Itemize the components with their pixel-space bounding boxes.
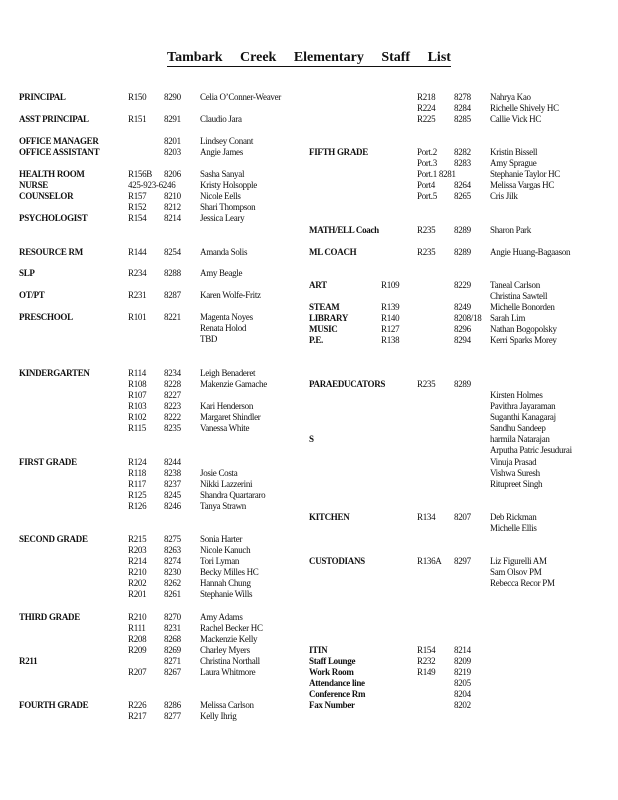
right_column-extension: 8249 xyxy=(454,302,471,312)
left_column-room-number: R156B xyxy=(128,169,153,179)
right_column-extension: 8208/18 xyxy=(454,313,482,323)
left_column-room-number: R150 xyxy=(128,92,147,102)
right_column-extension: 8289 xyxy=(454,247,471,257)
right_column-room-number: R235 xyxy=(417,379,436,389)
left_column-staff-name: Amanda Solis xyxy=(200,247,248,257)
right_column-role-label: P.E. xyxy=(309,335,323,345)
left_column-staff-name: Makenzie Gamache xyxy=(200,379,267,389)
right_column-staff-name: Arputha Patric Jesudurai xyxy=(490,445,572,455)
left_column-room-number: R118 xyxy=(128,468,146,478)
left_column-staff-name: Becky Milles HC xyxy=(200,567,259,577)
left_column-staff-name: Celia O’Conner-Weaver xyxy=(200,92,282,102)
left_column-extension: 8223 xyxy=(164,401,181,411)
left_column-staff-name: Nikki Lazzerini xyxy=(200,479,253,489)
right_column-staff-name: Rebecca Recor PM xyxy=(490,578,555,588)
left_column-staff-name: Amy Beagle xyxy=(200,268,243,278)
right_column-extension: 8282 xyxy=(454,147,471,157)
left_column-role-label: COUNSELOR xyxy=(19,191,74,201)
left_column-extension: 8231 xyxy=(164,623,181,633)
right_column-extension: 8207 xyxy=(454,512,471,522)
left_column-extension: 8214 xyxy=(164,213,181,223)
left_column-staff-name: Lindsey Conant xyxy=(200,136,254,146)
right_column-staff-name: harmila Natarajan xyxy=(490,434,550,444)
left_column-extension: 8275 xyxy=(164,534,181,544)
left_column-role-label: SLP xyxy=(19,268,35,278)
left_column-room-number: R117 xyxy=(128,479,146,489)
right_column-staff-name: Nahrya Kao xyxy=(490,92,531,102)
right_column-room-number: R218 xyxy=(417,92,436,102)
left_column-extension: 8244 xyxy=(164,457,181,467)
left_column-room-number: R111 xyxy=(128,623,146,633)
right_column-role-label: Attendance line xyxy=(309,678,365,688)
left_column-staff-name: Amy Adams xyxy=(200,612,243,622)
left_column-extension: 8288 xyxy=(164,268,181,278)
right_column-role-label: ITIN xyxy=(309,645,328,655)
right_column-extension: 8204 xyxy=(454,689,471,699)
right_column-staff-name: Stephanie Taylor HC xyxy=(490,169,560,179)
right_column-role-label: FIFTH GRADE xyxy=(309,147,368,157)
right_column-room-number: R140 xyxy=(381,313,400,323)
left_column-extension: 8227 xyxy=(164,390,181,400)
left_column-extension: 8238 xyxy=(164,468,181,478)
right_column-extension: 8289 xyxy=(454,225,471,235)
left_column-room-number: R154 xyxy=(128,213,147,223)
left_column-room-number: R114 xyxy=(128,368,146,378)
left_column-room-number: R210 xyxy=(128,567,147,577)
right_column-role-label: Fax Number xyxy=(309,700,355,710)
left_column-role-label: OFFICE ASSISTANT xyxy=(19,147,100,157)
left_column-staff-name: Tori Lyman xyxy=(200,556,240,566)
left_column-extension: 8237 xyxy=(164,479,181,489)
right_column-room-number: R235 xyxy=(417,247,436,257)
left_column-staff-name: Karen Wolfe-Fritz xyxy=(200,290,261,300)
left_column-room-number: R209 xyxy=(128,645,147,655)
right_column-staff-name: Kerri Sparks Morey xyxy=(490,335,557,345)
right_column-staff-name: Kirsten Holmes xyxy=(490,390,543,400)
right_column-role-label: MUSIC xyxy=(309,324,338,334)
left_column-room-number: R214 xyxy=(128,556,147,566)
left_column-room-number: R108 xyxy=(128,379,147,389)
left_column-room-number: R208 xyxy=(128,634,147,644)
left_column-staff-name: Jessica Leary xyxy=(200,213,245,223)
left_column-role-label: FOURTH GRADE xyxy=(19,700,89,710)
right_column-extension: 8283 xyxy=(454,158,471,168)
left_column-role-label: PRINCIPAL xyxy=(19,92,66,102)
left_column-extension: 8287 xyxy=(164,290,181,300)
left_column-extension: 8230 xyxy=(164,567,181,577)
left_column-extension: 8203 xyxy=(164,147,181,157)
left_column-room-number: R234 xyxy=(128,268,147,278)
left_column-extension: 8262 xyxy=(164,578,181,588)
right_column-room-number: R225 xyxy=(417,114,436,124)
left_column-extension: 8210 xyxy=(164,191,181,201)
right_column-room-number: Port.1 8281 xyxy=(417,169,456,179)
right_column-staff-name: Suganthi Kanagaraj xyxy=(490,412,556,422)
left_column-staff-name: Kristy Holsopple xyxy=(200,180,257,190)
right_column-staff-name: Kristin Bissell xyxy=(490,147,538,157)
right_column-room-number: R127 xyxy=(381,324,400,334)
left_column-room-number: R231 xyxy=(128,290,147,300)
left_column-staff-name: Stephanie Wills xyxy=(200,589,253,599)
left_column-room-number: R125 xyxy=(128,490,147,500)
right_column-staff-name: Sharon Park xyxy=(490,225,531,235)
right_column-extension: 8278 xyxy=(454,92,471,102)
left_column-room-number: R107 xyxy=(128,390,147,400)
left_column-staff-name: Renata Holod xyxy=(200,323,247,333)
right_column-room-number: R134 xyxy=(417,512,436,522)
right_column-role-label: KITCHEN xyxy=(309,512,350,522)
left_column-room-number: R201 xyxy=(128,589,147,599)
right_column-room-number: R136A xyxy=(417,556,442,566)
left_column-extension: 8234 xyxy=(164,368,181,378)
left_column-extension: 8254 xyxy=(164,247,181,257)
left_column-staff-name: TBD xyxy=(200,334,218,344)
right_column-role-label: S xyxy=(309,434,314,444)
left_column-role-label: HEALTH ROOM xyxy=(19,169,85,179)
left_column-extension: 8245 xyxy=(164,490,181,500)
left_column-staff-name: Laura Whitmore xyxy=(200,667,256,677)
left_column-extension: 8228 xyxy=(164,379,181,389)
right_column-room-number: Port.3 xyxy=(417,158,437,168)
right_column-role-label: Work Room xyxy=(309,667,354,677)
right_column-staff-name: Sam Olsov PM xyxy=(490,567,542,577)
left_column-role-label: PRESCHOOL xyxy=(19,312,73,322)
right_column-staff-name: Deb Rickman xyxy=(490,512,537,522)
right_column-staff-name: Pavithra Jayaraman xyxy=(490,401,556,411)
left_column-extension: 8221 xyxy=(164,312,181,322)
left_column-staff-name: Mackenzie Kelly xyxy=(200,634,258,644)
left_column-room-number: R210 xyxy=(128,612,147,622)
left_column-role-label: RESOURCE RM xyxy=(19,247,83,257)
right_column-staff-name: Taneal Carlson xyxy=(490,280,540,290)
right_column-staff-name: Cris Jilk xyxy=(490,191,518,201)
right_column-role-label: STEAM xyxy=(309,302,340,312)
right_column-extension: 8294 xyxy=(454,335,471,345)
left_column-room-number: 425-923-6246 xyxy=(128,180,176,190)
left_column-room-number: R152 xyxy=(128,202,147,212)
left_column-role-label: PSYCHOLOGIST xyxy=(19,213,88,223)
right_column-staff-name: Sandhu Sandeep xyxy=(490,423,546,433)
left_column-staff-name: Leigh Benaderet xyxy=(200,368,256,378)
left_column-staff-name: Tanya Strawn xyxy=(200,501,247,511)
right_column-role-label: Staff Lounge xyxy=(309,656,356,666)
right_column-room-number: R138 xyxy=(381,335,400,345)
left_column-room-number: R103 xyxy=(128,401,147,411)
left_column-room-number: R215 xyxy=(128,534,147,544)
left_column-staff-name: Christina Northall xyxy=(200,656,260,666)
right_column-staff-name: Christina Sawtell xyxy=(490,291,548,301)
right_column-role-label: Conference Rm xyxy=(309,689,366,699)
right_column-extension: 8209 xyxy=(454,656,471,666)
left_column-staff-name: Rachel Becker HC xyxy=(200,623,263,633)
right_column-staff-name: Amy Sprague xyxy=(490,158,537,168)
right_column-room-number: R109 xyxy=(381,280,400,290)
right_column-staff-name: Melissa Vargas HC xyxy=(490,180,555,190)
right_column-extension: 8202 xyxy=(454,700,471,710)
left_column-staff-name: Hannah Chung xyxy=(200,578,251,588)
right_column-staff-name: Ritupreet Singh xyxy=(490,479,543,489)
left_column-extension: 8274 xyxy=(164,556,181,566)
left_column-extension: 8263 xyxy=(164,545,181,555)
left_column-room-number: R157 xyxy=(128,191,147,201)
right_column-extension: 8297 xyxy=(454,556,471,566)
left_column-extension: 8201 xyxy=(164,136,181,146)
right_column-role-label: LIBRARY xyxy=(309,313,349,323)
left_column-staff-name: Magenta Noyes xyxy=(200,312,253,322)
left_column-room-number: R202 xyxy=(128,578,147,588)
right_column-role-label: CUSTODIANS xyxy=(309,556,365,566)
left_column-room-number: R126 xyxy=(128,501,147,511)
left_column-extension: 8267 xyxy=(164,667,181,677)
right_column-staff-name: Michelle Bonorden xyxy=(490,302,555,312)
left_column-extension: 8269 xyxy=(164,645,181,655)
left_column-extension: 8268 xyxy=(164,634,181,644)
right_column-staff-name: Liz Figurelli AM xyxy=(490,556,547,566)
right_column-room-number: R224 xyxy=(417,103,436,113)
right_column-room-number: R232 xyxy=(417,656,436,666)
right_column-staff-name: Vinuja Prasad xyxy=(490,457,537,467)
left_column-staff-name: Angie James xyxy=(200,147,243,157)
left_column-staff-name: Kari Henderson xyxy=(200,401,254,411)
left_column-room-number: R102 xyxy=(128,412,147,422)
right_column-staff-name: Nathan Bogopolsky xyxy=(490,324,557,334)
left_column-extension: 8270 xyxy=(164,612,181,622)
left_column-staff-name: Kelly Ihrig xyxy=(200,711,237,721)
right_column-staff-name: Vishwa Suresh xyxy=(490,468,540,478)
left_column-staff-name: Claudio Jara xyxy=(200,114,242,124)
left_column-role-label: OFFICE MANAGER xyxy=(19,136,99,146)
right_column-extension: 8205 xyxy=(454,678,471,688)
right_column-room-number: Port4 xyxy=(417,180,436,190)
left_column-extension: 8271 xyxy=(164,656,181,666)
left_column-room-number: R144 xyxy=(128,247,147,257)
left_column-extension: 8222 xyxy=(164,412,181,422)
left_column-extension: 8290 xyxy=(164,92,181,102)
right_column-extension: 8285 xyxy=(454,114,471,124)
right_column-role-label: MATH/ELL Coach xyxy=(309,225,379,235)
left_column-staff-name: Vanessa White xyxy=(200,423,250,433)
left_column-extension: 8291 xyxy=(164,114,181,124)
right_column-extension: 8284 xyxy=(454,103,471,113)
left_column-extension: 8286 xyxy=(164,700,181,710)
document-title: Tambark Creek Elementary Staff List xyxy=(167,50,451,65)
left_column-room-number: R226 xyxy=(128,700,147,710)
left_column-room-number: R151 xyxy=(128,114,147,124)
left_column-room-number: R124 xyxy=(128,457,147,467)
left_column-extension: 8206 xyxy=(164,169,181,179)
left_column-room-number: R217 xyxy=(128,711,147,721)
left_column-staff-name: Sasha Sanyal xyxy=(200,169,245,179)
left_column-extension: 8235 xyxy=(164,423,181,433)
right_column-staff-name: Angie Huang-Bagaason xyxy=(490,247,571,257)
right_column-extension: 8219 xyxy=(454,667,471,677)
right_column-role-label: PARAEDUCATORS xyxy=(309,379,386,389)
left_column-staff-name: Josie Costa xyxy=(200,468,238,478)
right_column-role-label: ART xyxy=(309,280,327,290)
left_column-room-number: R207 xyxy=(128,667,147,677)
left_column-room-number: R203 xyxy=(128,545,147,555)
right_column-room-number: R154 xyxy=(417,645,436,655)
left_column-staff-name: Margaret Shindler xyxy=(200,412,261,422)
right_column-extension: 8214 xyxy=(454,645,471,655)
right_column-staff-name: Sarah Lim xyxy=(490,313,526,323)
left_column-role-label: THIRD GRADE xyxy=(19,612,80,622)
right_column-role-label: ML COACH xyxy=(309,247,357,257)
left_column-role-label: R211 xyxy=(19,656,38,666)
left_column-staff-name: Melissa Carlson xyxy=(200,700,254,710)
left_column-room-number: R115 xyxy=(128,423,146,433)
left_column-role-label: NURSE xyxy=(19,180,49,190)
left_column-role-label: SECOND GRADE xyxy=(19,534,88,544)
left_column-role-label: ASST PRINCIPAL xyxy=(19,114,89,124)
right_column-room-number: R149 xyxy=(417,667,436,677)
right_column-room-number: Port.5 xyxy=(417,191,437,201)
left_column-extension: 8212 xyxy=(164,202,181,212)
left_column-staff-name: Shari Thompson xyxy=(200,202,256,212)
right_column-staff-name: Richelle Shively HC xyxy=(490,103,559,113)
left_column-room-number: R101 xyxy=(128,312,147,322)
left_column-extension: 8246 xyxy=(164,501,181,511)
right_column-room-number: R235 xyxy=(417,225,436,235)
right_column-room-number: Port.2 xyxy=(417,147,437,157)
right_column-staff-name: Callie Vick HC xyxy=(490,114,542,124)
right_column-extension: 8229 xyxy=(454,280,471,290)
left_column-staff-name: Nicole Eells xyxy=(200,191,241,201)
left_column-staff-name: Sonia Harter xyxy=(200,534,243,544)
left_column-staff-name: Nicole Kanuch xyxy=(200,545,251,555)
right_column-extension: 8265 xyxy=(454,191,471,201)
right_column-staff-name: Michelle Ellis xyxy=(490,523,537,533)
right_column-room-number: R139 xyxy=(381,302,400,312)
left_column-role-label: KINDERGARTEN xyxy=(19,368,90,378)
left_column-staff-name: Shandra Quartararo xyxy=(200,490,266,500)
left_column-extension: 8261 xyxy=(164,589,181,599)
left_column-role-label: FIRST GRADE xyxy=(19,457,77,467)
right_column-extension: 8296 xyxy=(454,324,471,334)
right_column-extension: 8289 xyxy=(454,379,471,389)
left_column-extension: 8277 xyxy=(164,711,181,721)
left_column-staff-name: Charley Myers xyxy=(200,645,250,655)
right_column-extension: 8264 xyxy=(454,180,471,190)
left_column-role-label: OT/PT xyxy=(19,290,45,300)
